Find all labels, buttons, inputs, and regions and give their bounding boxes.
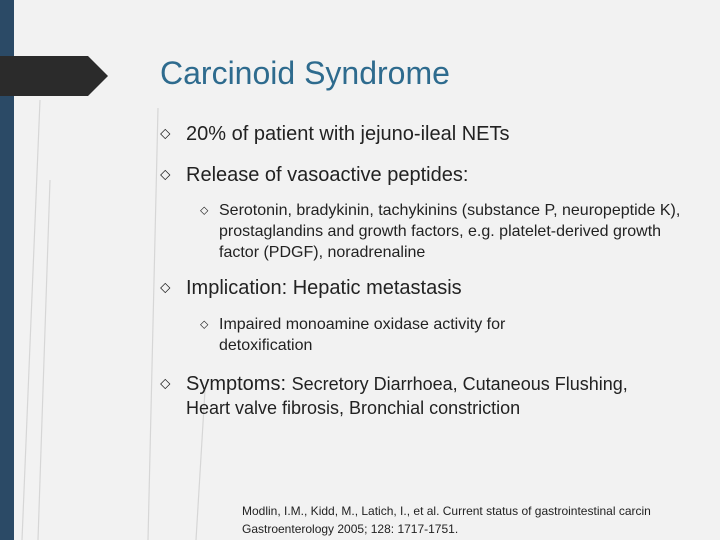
diamond-arrow-bullet-icon: ⬦︎ [160, 125, 171, 142]
bullet-vasoactive-peptides [160, 163, 680, 187]
bullet-text: Serotonin, bradykinin, tachykinins (substance P, neuropeptide K), prostaglandins and growth factors, e.g. platelet-derived growth factor (PDGF), noradrenaline [219, 202, 681, 261]
bullet-text: Implication: Hepatic metastasis [186, 277, 462, 299]
citation-line-1: Modlin, I.M., Kidd, M., Latich, I., et al. Current status of gastrointestinal carcin [242, 504, 651, 518]
bullet-symptoms [160, 372, 680, 420]
diamond-arrow-bullet-icon: ⬦︎ [160, 166, 171, 183]
citation [242, 502, 720, 538]
subbullet-mao-activity [200, 314, 700, 356]
bullet-implication [160, 276, 680, 300]
diamond-arrow-bullet-icon: ⬦︎ [200, 203, 209, 217]
subbullet-peptide-list [200, 200, 700, 263]
diamond-arrow-bullet-icon: ⬦︎ [160, 279, 171, 296]
diamond-arrow-bullet-icon: ⬦︎ [200, 317, 209, 331]
symptoms-lead: Symptoms: [186, 373, 292, 395]
citation-line-2: Gastroenterology 2005; 128: 1717-1751. [242, 522, 459, 536]
diamond-arrow-bullet-icon: ⬦︎ [160, 375, 171, 392]
bullet-text: Impaired monoamine oxidase activity for detoxification [219, 316, 506, 354]
slide-title: Carcinoid Syndrome [160, 55, 450, 91]
bullet-text: Release of vasoactive peptides: [186, 164, 469, 186]
bullet-text: 20% of patient with jejuno-ileal NETs [186, 123, 510, 145]
symptoms-list: Secretory Diarrhoea, Cutaneous Flushing, Heart valve fibrosis, Bronchial constriction [186, 374, 628, 418]
bullet-text [186, 372, 656, 420]
bullet-prevalence [160, 122, 680, 146]
